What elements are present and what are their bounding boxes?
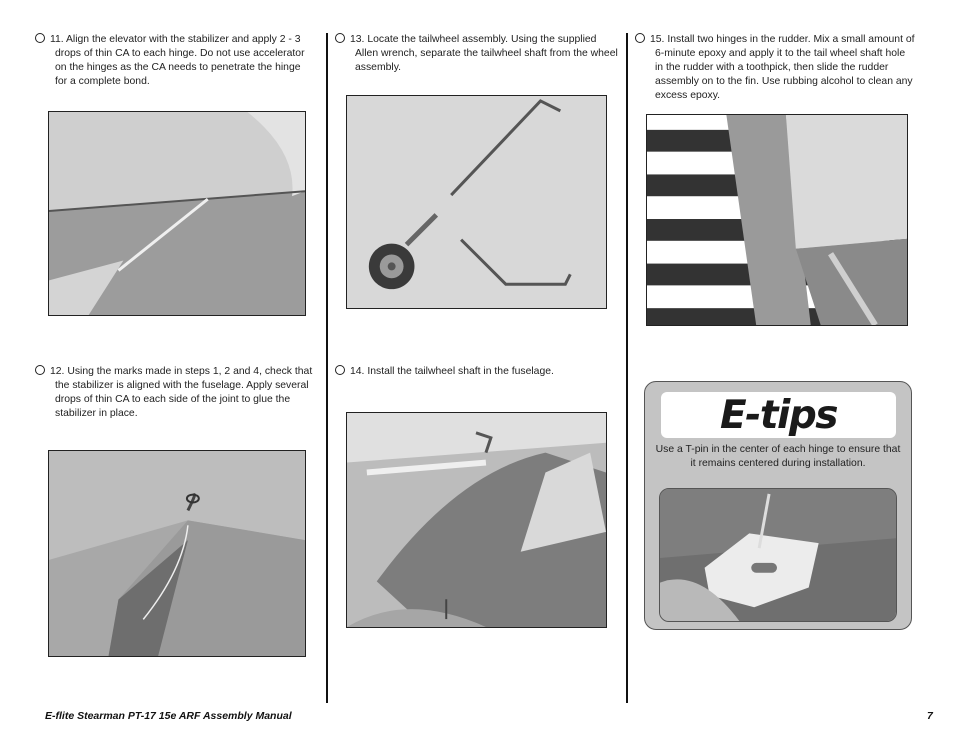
checkbox-circle-icon: [35, 33, 45, 43]
column-divider-1: [326, 33, 328, 703]
step-13: [335, 33, 620, 75]
step-11: [35, 33, 315, 89]
step-12-text: 12. Using the marks made in steps 1, 2 and 4, check that the stabilizer is aligned with the fuselage. Apply several drops of thin CA to each side of the joint to glue the stabilizer in place.: [50, 366, 313, 419]
checkbox-circle-icon: [35, 365, 45, 375]
step-11-text: 11. Align the elevator with the stabilizer and apply 2 - 3 drops of thin CA to each hinge. Do not use accelerator on the hinges as the CA needs to penetrate the hinge for a complete bond.: [50, 34, 305, 87]
photo-step-13: [346, 95, 607, 309]
page-number: 7: [927, 710, 933, 722]
step-12: [35, 365, 317, 421]
etips-box: [644, 381, 912, 630]
photo-step-11: [48, 111, 306, 316]
photo-step-12: [48, 450, 306, 657]
etips-logo: [661, 392, 896, 438]
etips-photo: [659, 488, 897, 622]
photo-step-14: [346, 412, 607, 628]
checkbox-circle-icon: [335, 33, 345, 43]
footer-title: E-flite Stearman PT-17 15e ARF Assembly Manual: [45, 710, 292, 722]
step-14: [335, 365, 620, 379]
etips-text: Use a T-pin in the center of each hinge to ensure that it remains centered during installation.: [655, 444, 901, 469]
etips-logo-text: E-tips: [720, 393, 837, 438]
step-14-text: 14. Install the tailwheel shaft in the fuselage.: [350, 366, 554, 377]
checkbox-circle-icon: [635, 33, 645, 43]
photo-step-15: [646, 114, 908, 326]
step-15: [635, 33, 915, 103]
checkbox-circle-icon: [335, 365, 345, 375]
column-divider-2: [626, 33, 628, 703]
step-13-text: 13. Locate the tailwheel assembly. Using the supplied Allen wrench, separate the tailwheel shaft from the wheel assembly.: [350, 34, 618, 73]
step-15-text: 15. Install two hinges in the rudder. Mix a small amount of 6-minute epoxy and apply it to the tail wheel shaft hole in the rudder with a toothpick, then slide the rudder assembly on to the fin. Use rubbing alcohol to clean any excess epoxy.: [650, 34, 915, 101]
